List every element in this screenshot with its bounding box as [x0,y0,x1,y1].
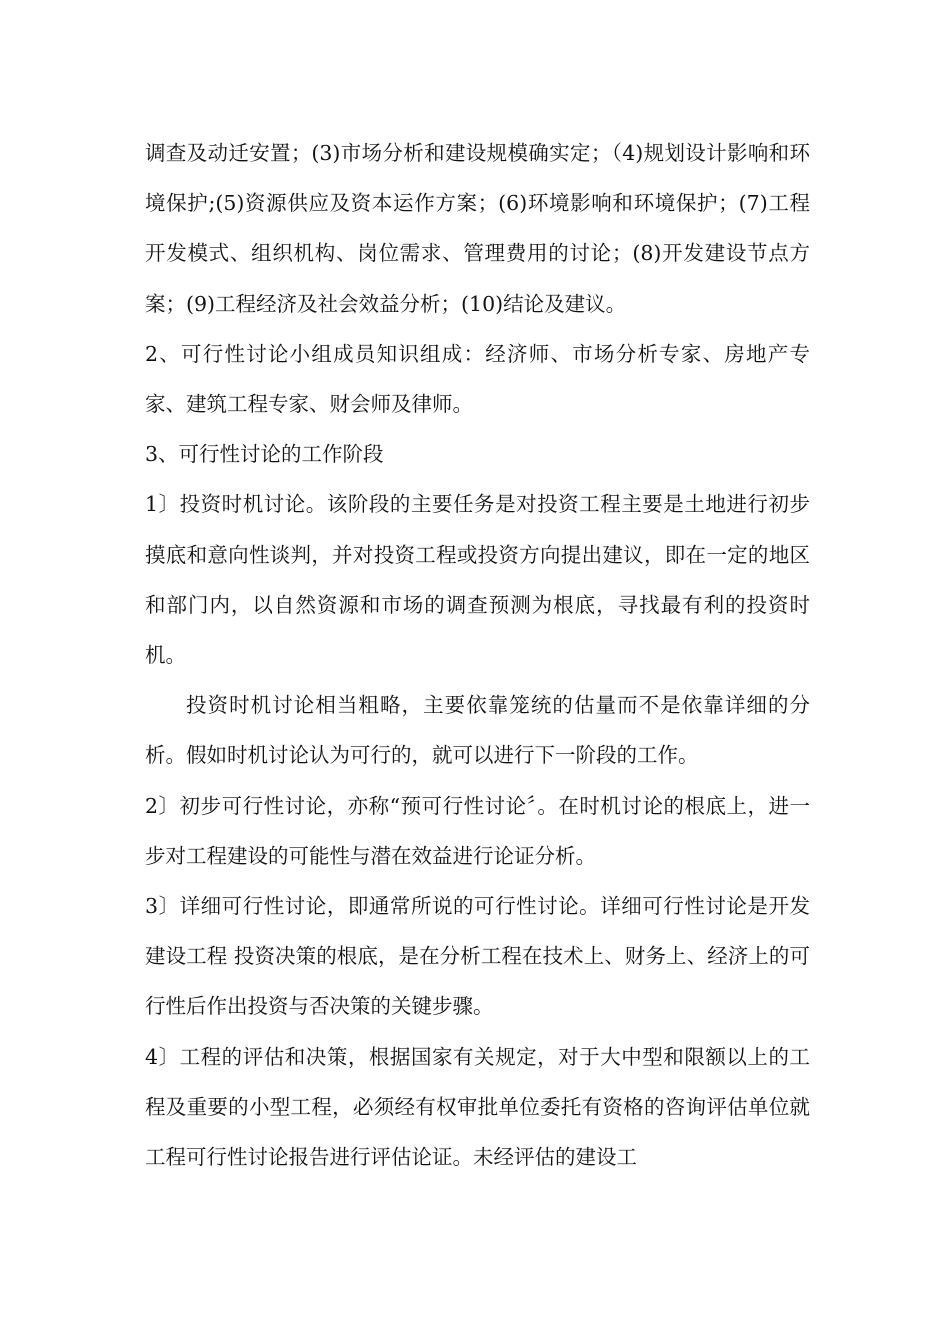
paragraph-evaluation-decision: 4〕工程的评估和决策，根据国家有关规定，对于大中型和限额以上的工程及重要的小型工程，必须经有权审批单位委托有资格的咨询评估单位就工程可行性讨论报告进行评估论证。未经评估的建设工 [145,1044,810,1170]
paragraph-detailed-study: 3〕详细可行性讨论，即通常所说的可行性讨论。详细可行性讨论是开发建设工程 投资决策的根底，是在分析工程在技术上、财务上、经济上的可行性后作出投资与否决策的关键步骤。 [145,894,810,1019]
paragraph-opportunity-study-note: 投资时机讨论相当粗略，主要依靠笼统的估量而不是依靠详细的分析。假如时机讨论认为可行的，就可以进行下一阶段的工作。 [145,693,810,768]
document-body [145,128,810,1182]
paragraph-opportunity-study: 1〕投资时机讨论。该阶段的主要任务是对投资工程主要是土地进行初步摸底和意向性谈判，并对投资工程或投资方向提出建议，即在一定的地区和部门内，以自然资源和市场的调查预测为根底，寻找最有利的投资时机。 [145,492,810,668]
paragraph-team-composition: 2、可行性讨论小组成员知识组成：经济师、市场分析专家、房地产专家、建筑工程专家、财会师及律师。 [145,341,810,417]
paragraph-scope-continuation: 调查及动迁安置；(3)市场分析和建设规模确实定；（4)规划设计影响和环境保护;(5)资源供应及资本运作方案；(6)环境影响和环境保护；(7)工程开发模式、组织机构、岗位需求、管理费用的讨论；(8)开发建设节点方案；(9)工程经济及社会效益分析；(10)结论及建议。 [145,141,810,316]
paragraph-work-stages-heading: 3、可行性讨论的工作阶段 [145,442,384,467]
paragraph-preliminary-study: 2〕初步可行性讨论，亦称“预可行性讨论〞。在时机讨论的根底上，进一步对工程建设的可能性与潜在效益进行论证分析。 [145,793,810,868]
